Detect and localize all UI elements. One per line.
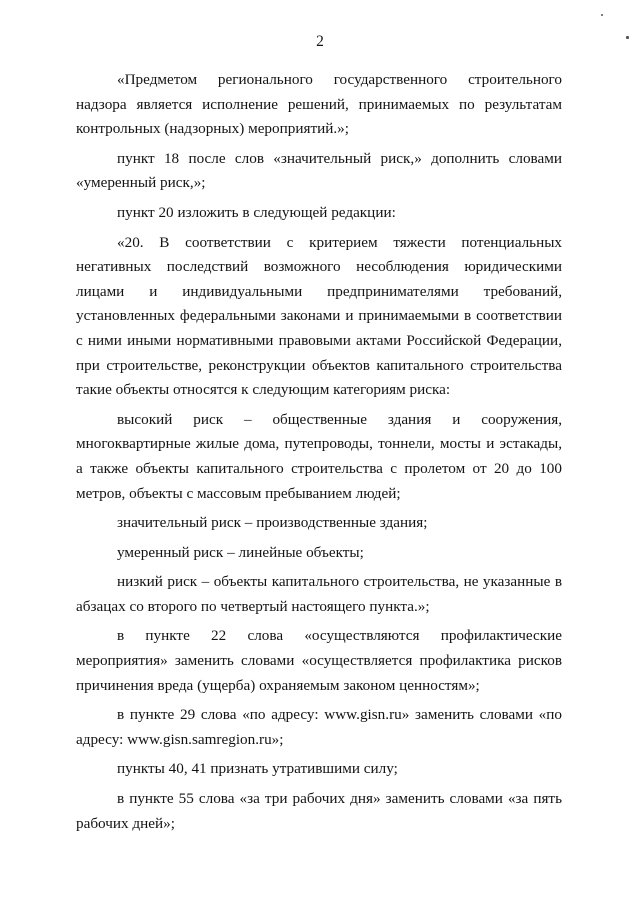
paragraph-1: «Предметом регионального государственного строительного надзора является исполнение решений, принимаемых по результатам контрольных (надзорных) мероприятий.»; bbox=[76, 71, 562, 138]
paragraph-6: значительный риск – производственные здания; bbox=[117, 514, 428, 532]
paragraph-8: низкий риск – объекты капитального строительства, не указанные в абзацах со второго по четвертый настоящего пункта.»; bbox=[76, 573, 562, 615]
paragraph-3: пункт 20 изложить в следующей редакции: bbox=[117, 203, 396, 221]
paragraph-10: в пункте 29 слова «по адресу: www.gisn.ru» заменить словами «по адресу: www.gisn.samregion.ru»; bbox=[76, 706, 562, 748]
page-number: 2 bbox=[316, 33, 324, 50]
scan-speck bbox=[626, 36, 629, 39]
scan-speck bbox=[601, 14, 603, 16]
paragraph-12: в пункте 55 слова «за три рабочих дня» заменить словами «за пять рабочих дней»; bbox=[76, 790, 562, 832]
paragraph-9: в пункте 22 слова «осуществляются профилактические мероприятия» заменить словами «осуществляется профилактика рисков причинения вреда (ущерба) охраняемым законом ценностям»; bbox=[76, 627, 562, 694]
document-body bbox=[76, 68, 562, 841]
paragraph-7: умеренный риск – линейные объекты; bbox=[117, 543, 364, 561]
paragraph-2: пункт 18 после слов «значительный риск,» дополнить словами «умеренный риск,»; bbox=[76, 149, 562, 192]
paragraph-11: пункты 40, 41 признать утратившими силу; bbox=[117, 760, 398, 778]
paragraph-4: «20. В соответствии с критерием тяжести потенциальных негативных последствий возможного несоблюдения юридическими лицами и индивидуальными предпринимателями требований, установленных федеральными законами и принимаемыми в соответствии с ними иными нормативными правовыми актами Российской Федерации, при строительстве, реконструкции объектов капитального строительства такие объекты относятся к следующим категориям риска: bbox=[76, 233, 562, 399]
paragraph-5: высокий риск – общественные здания и сооружения, многоквартирные жилые дома, путепроводы, тоннели, мосты и эстакады, а также объекты капитального строительства с пролетом от 20 до 100 метров, объекты с массовым пребыванием людей; bbox=[76, 410, 562, 502]
